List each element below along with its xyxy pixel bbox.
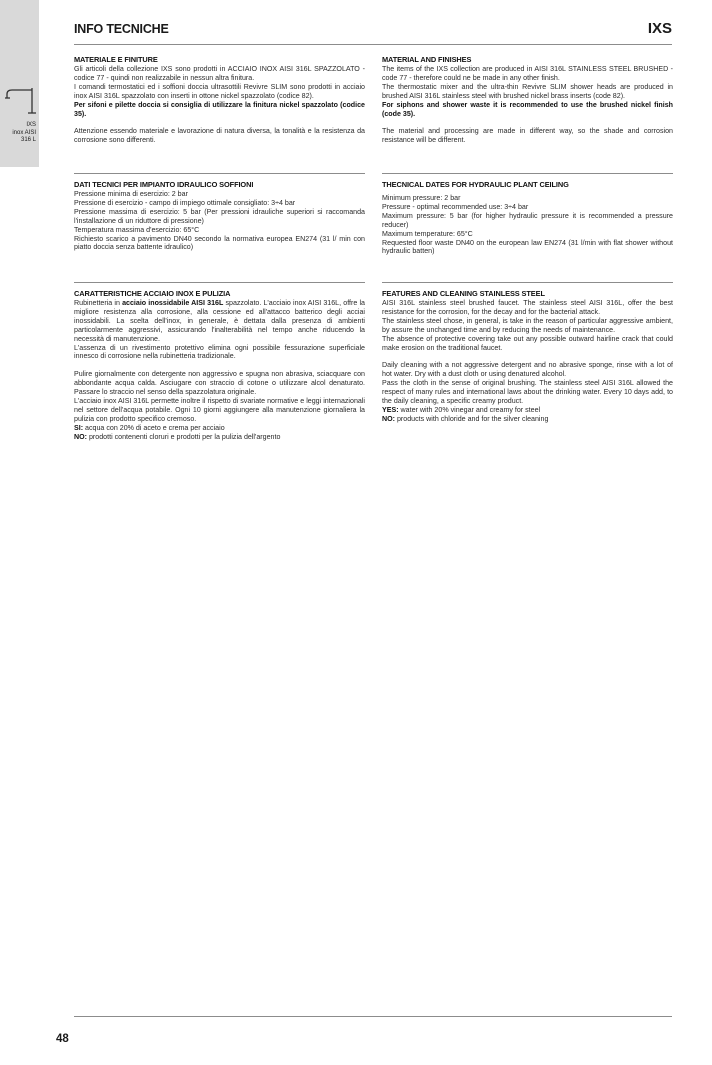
paragraph: Maximum pressure: 5 bar (for higher hydraulic pressure it is recommended a pressure reducer) bbox=[382, 211, 673, 229]
paragraph: Requested floor waste DN40 on the european law EN274 (31 l/min with flat shower without hydraulic batten) bbox=[382, 238, 673, 256]
paragraph: Pressione minima di esercizio: 2 bar bbox=[74, 190, 188, 198]
paragraph: Temperatura massima d'esercizio: 65°C bbox=[74, 225, 200, 234]
section-features-en bbox=[382, 289, 673, 424]
paragraph: Daily cleaning with a not aggressive detergent and no abrasive sponge, rinse with a lot of hot water. Dry with a dust cloth or using denatured alcohol. bbox=[382, 361, 673, 379]
section-tech-en bbox=[382, 180, 673, 256]
paragraph: I comandi termostatici ed i soffioni doccia ultrasottili Revivre SLIM sono prodotti in acciaio inox AISI 316L spazzolato con inserti in ottone nickel spazzolato (codice 82). bbox=[74, 82, 365, 100]
paragraph: Pass the cloth in the sense of original brushing. The stainless steel AISI 316L allowed the respect of many rules and international laws about the drinking water. Every 10 days add, to the daily cleaning, a specific creamy product. bbox=[382, 379, 673, 405]
paragraph: The items of the IXS collection are produced in AISI 316L STAINLESS STEEL BRUSHED - code 77 - therefore could ne be made in any other finish. bbox=[382, 65, 673, 82]
paragraph-yes: SI: acqua con 20% di aceto e crema per acciaio bbox=[74, 423, 225, 432]
paragraph: L'acciaio inox AISI 316L permette inoltre il rispetto di svariate normative e leggi internazionali nel settore dell'acqua potabile. Ogni 10 giorni aggiungere alla manutenzione giornaliera la pulizia con prodotto specifico cremoso. bbox=[74, 396, 365, 423]
paragraph: For siphons and shower waste it is recommended to use the brushed nickel finish (code 35). bbox=[382, 100, 673, 118]
page-number: 48 bbox=[56, 1033, 69, 1045]
divider-left-2 bbox=[74, 282, 365, 283]
section-tech-it bbox=[74, 180, 365, 252]
section-materials-en bbox=[382, 55, 673, 145]
paragraph: Pressione massima di esercizio: 5 bar (Per pressioni idrauliche superiori si raccomanda l'installazione di un riduttore di pressione) bbox=[74, 207, 365, 225]
section-heading: MATERIAL AND FINISHES bbox=[382, 55, 472, 64]
faucet-icon bbox=[4, 86, 38, 116]
header-rule bbox=[74, 44, 672, 45]
divider-right-2 bbox=[382, 282, 673, 283]
side-tab-label: IXS inox AISI 316 L bbox=[12, 122, 36, 143]
side-tab bbox=[0, 0, 39, 167]
paragraph: The absence of protective covering take out any possible outward hairline crack that could make erosion on the traditional faucet. bbox=[382, 334, 673, 352]
paragraph: Maximum temperature: 65°C bbox=[382, 229, 473, 238]
divider-left-1 bbox=[74, 173, 365, 174]
paragraph-yes: YES: water with 20% vinegar and creamy for steel bbox=[382, 405, 541, 414]
paragraph: Pressione di esercizio - campo di impiego ottimale consigliato: 3÷4 bar bbox=[74, 198, 296, 207]
paragraph: The stainless steel chose, in general, is take in the reason of particular aggressive ambient, by assure the unchanged time and by reducing the needs of maintenance. bbox=[382, 316, 673, 334]
paragraph: Minimum pressure: 2 bar bbox=[382, 194, 461, 202]
paragraph-no: NO: prodotti contenenti cloruri e prodotti per la pulizia dell'argento bbox=[74, 432, 281, 441]
footer-rule bbox=[74, 1016, 672, 1017]
paragraph: Pulire giornalmente con detergente non aggressivo e spugna non abrasiva, sciacquare con abbondante acqua calda. Asciugare con straccio di cotone o utilizzare alcol denaturato. Passare lo straccio nel senso della spazzolatura originale. bbox=[74, 370, 365, 397]
divider-right-1 bbox=[382, 173, 673, 174]
section-heading: THECNICAL DATES FOR HYDRAULIC PLANT CEILING bbox=[382, 180, 569, 189]
paragraph: The material and processing are made in different way, so the shade and corrosion resistance will be different. bbox=[382, 127, 673, 145]
paragraph: Gli articoli della collezione IXS sono prodotti in ACCIAIO INOX AISI 316L SPAZZOLATO - codice 77 - quindi non realizzabile in nessun altra finitura. bbox=[74, 65, 365, 82]
paragraph: Pressure - optimal recommended use: 3÷4 bar bbox=[382, 202, 529, 211]
paragraph: Attenzione essendo materiale e lavorazione di natura diversa, la tonalità e la resistenza da corrosione sono differenti. bbox=[74, 127, 365, 145]
section-features-it bbox=[74, 289, 365, 441]
section-materials-it bbox=[74, 55, 365, 145]
paragraph: Rubinetteria in acciaio inossidabile AISI 316L spazzolato. L'acciaio inox AISI 316L, offre la migliore resistenza alla corrosione, alla cessione ed all'attacco batterico degli acciai inossidabili. La scelta dell'inox, in generale, è dettata dalla presenza di ambienti particolarmente aggressivi, assicurando l'inalterabilità nel tempo anche riducendo la necessità di manutenzione. bbox=[74, 299, 365, 343]
paragraph: AISI 316L stainless steel brushed faucet. The stainless steel AISI 316L, offer the best resistance for the corrosion, for the decay and for the bacterial attack. bbox=[382, 299, 673, 316]
section-heading: DATI TECNICI PER IMPIANTO IDRAULICO SOFFIONI bbox=[74, 180, 254, 189]
section-heading: MATERIALE E FINITURE bbox=[74, 55, 158, 64]
paragraph-no: NO: products with chloride and for the silver cleaning bbox=[382, 414, 549, 423]
paragraph: Richiesto scarico a pavimento DN40 secondo la normativa europea EN274 (31 l/ min con piatto doccia senza battente idraulico) bbox=[74, 234, 365, 252]
paragraph: The thermostatic mixer and the ultra-thin Revivre SLIM shower heads are produced in brushed AISI 316L stainless steel with brushed nickel brass inserts (code 82). bbox=[382, 82, 673, 100]
brand-name: IXS bbox=[647, 20, 672, 37]
page-title: INFO TECNICHE bbox=[74, 22, 169, 36]
section-heading: FEATURES AND CLEANING STAINLESS STEEL bbox=[382, 289, 545, 298]
section-heading: CARATTERISTICHE ACCIAIO INOX E PULIZIA bbox=[74, 289, 231, 298]
paragraph: Per sifoni e pilette doccia si consiglia di utilizzare la finitura nickel spazzolato (codice 35). bbox=[74, 100, 365, 118]
paragraph: L'assenza di un rivestimento protettivo elimina ogni possibile fessurazione superficiale innesco di corrosione nella rubinetteria tradizionale. bbox=[74, 343, 365, 361]
